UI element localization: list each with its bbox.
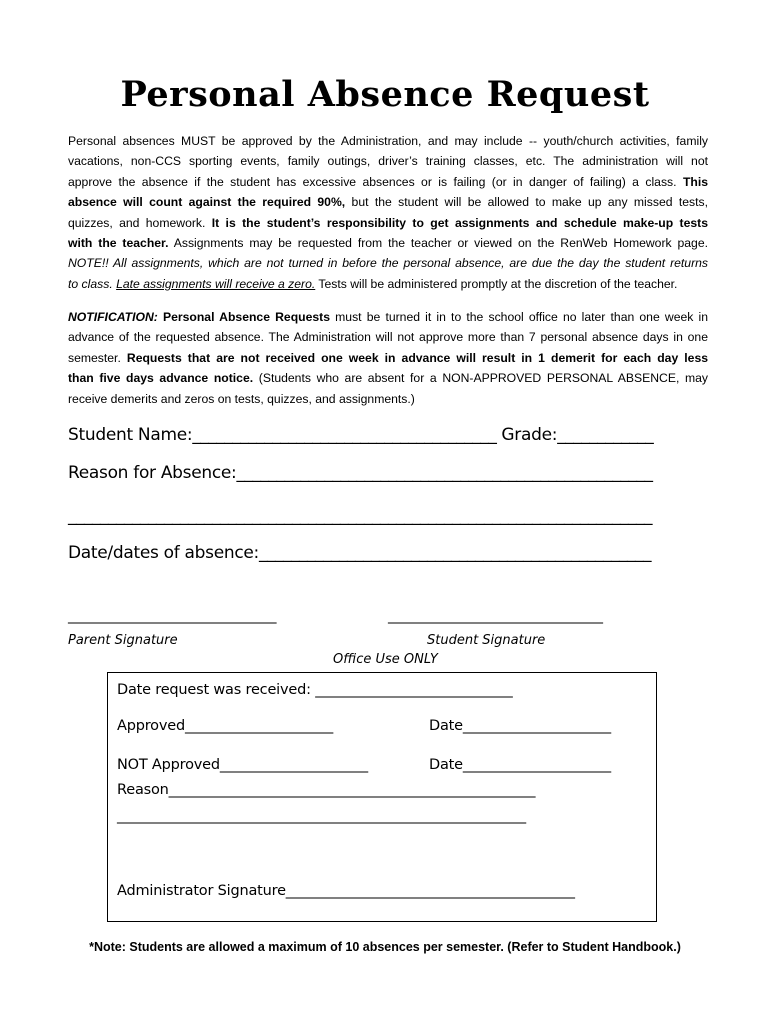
intro-text: to class. <box>68 276 117 291</box>
intro-line <box>68 274 708 294</box>
grade-label: Grade: <box>496 425 558 445</box>
notification-line <box>68 307 708 327</box>
intro-text: quizzes, and homework. <box>68 215 212 230</box>
dates-label: Date/dates of absence: <box>68 543 259 563</box>
notification-text: Requests that are not received one week in advance will result in 1 demerit for each day less <box>126 350 708 365</box>
intro-text: It is the student’s responsibility to get assignments and schedule make-up tests <box>211 215 708 230</box>
reason-row <box>68 463 652 483</box>
admin-signature-field[interactable]: Administrator Signature_________________________________________ <box>117 883 575 899</box>
student-name-field[interactable]: ______________________________________ <box>192 425 497 445</box>
office-use-label: Office Use ONLY <box>333 652 438 667</box>
notification-text: than five days advance notice. <box>68 371 254 386</box>
notification-line <box>68 348 708 368</box>
intro-line <box>68 233 708 253</box>
intro-line <box>68 253 708 273</box>
intro-text: Tests will be administered promptly at the discretion of the teacher. <box>315 276 678 291</box>
student-signature-line[interactable]: _________________________________ <box>388 608 603 624</box>
notification-line <box>68 327 708 347</box>
dates-field[interactable]: _________________________________________________ <box>258 543 651 563</box>
intro-text: Assignments may be requested from the teacher or viewed on the RenWeb Homework page. <box>168 236 708 251</box>
intro-text: approve the absence if the student has excessive absences or is failing (or in danger of failing) a class. <box>68 174 683 189</box>
parent-signature-line[interactable]: ________________________________ <box>68 608 276 624</box>
intro-text: absence will count against the required 90%, <box>68 195 346 210</box>
intro-text: vacations, non-CCS sporting events, family outings, driver’s training classes, etc. The administration will not <box>68 154 708 169</box>
intro-text: Personal absences MUST be approved by the Administration, and may include -- youth/church activities, family <box>68 134 708 148</box>
reason-field-line-2[interactable]: _________________________________________________________________________ <box>68 506 652 526</box>
footer-note: *Note: Students are allowed a maximum of 10 absences per semester. (Refer to Student Handbook.) <box>89 940 681 954</box>
intro-line <box>68 192 708 212</box>
notification-text: receive demerits and zeros on tests, quizzes, and assignments.) <box>68 391 415 406</box>
intro-text: with the teacher. <box>68 236 169 251</box>
office-use-box <box>107 672 657 922</box>
intro-text: but the student will be allowed to make up any missed tests, <box>345 195 708 210</box>
parent-signature-label: Parent Signature <box>68 633 178 648</box>
intro-paragraph <box>68 131 708 294</box>
grade-field[interactable]: ____________ <box>557 425 654 445</box>
reason-field[interactable]: ____________________________________________________ <box>236 463 653 483</box>
office-reason-line-2[interactable]: __________________________________________________________ <box>117 808 526 824</box>
student-name-row <box>68 425 653 445</box>
notification-text: Personal Absence Requests <box>162 310 330 324</box>
intro-line <box>68 151 708 171</box>
notification-line <box>68 389 708 409</box>
reason-label: Reason for Absence: <box>68 463 237 483</box>
student-name-label: Student Name: <box>68 425 193 445</box>
date-received-field[interactable]: Date request was received: ____________________________ <box>117 682 513 698</box>
notification-text: semester. <box>68 350 127 365</box>
notification-paragraph <box>68 307 708 409</box>
dates-row <box>68 543 651 563</box>
not-approved-field[interactable]: NOT Approved_____________________ <box>117 757 368 773</box>
student-signature-label: Student Signature <box>427 633 546 648</box>
notification-text: NOTIFICATION: <box>68 310 158 324</box>
notification-text: (Students who are absent for a NON-APPROVED PERSONAL ABSENCE, may <box>253 371 709 386</box>
office-reason-field[interactable]: Reason____________________________________________________ <box>117 782 536 798</box>
notification-text: must be turned it in to the school office no later than one week in <box>330 310 708 324</box>
notification-line <box>68 368 708 388</box>
not-approved-date-field[interactable]: Date_____________________ <box>429 757 611 773</box>
approved-field[interactable]: Approved_____________________ <box>117 718 333 734</box>
intro-text: Late assignments will receive a zero. <box>116 276 316 291</box>
intro-text: This <box>682 174 708 189</box>
intro-line <box>68 213 708 233</box>
intro-line <box>68 172 708 192</box>
notification-text: advance of the requested absence. The Administration will not approve more than 7 personal absence days in one <box>68 330 708 345</box>
intro-text: NOTE!! All assignments, which are not turned in before the personal absence, are due the day the student returns <box>68 256 708 271</box>
page-title: Personal Absence Request <box>120 74 650 115</box>
intro-line <box>68 131 708 151</box>
approved-date-field[interactable]: Date_____________________ <box>429 718 611 734</box>
